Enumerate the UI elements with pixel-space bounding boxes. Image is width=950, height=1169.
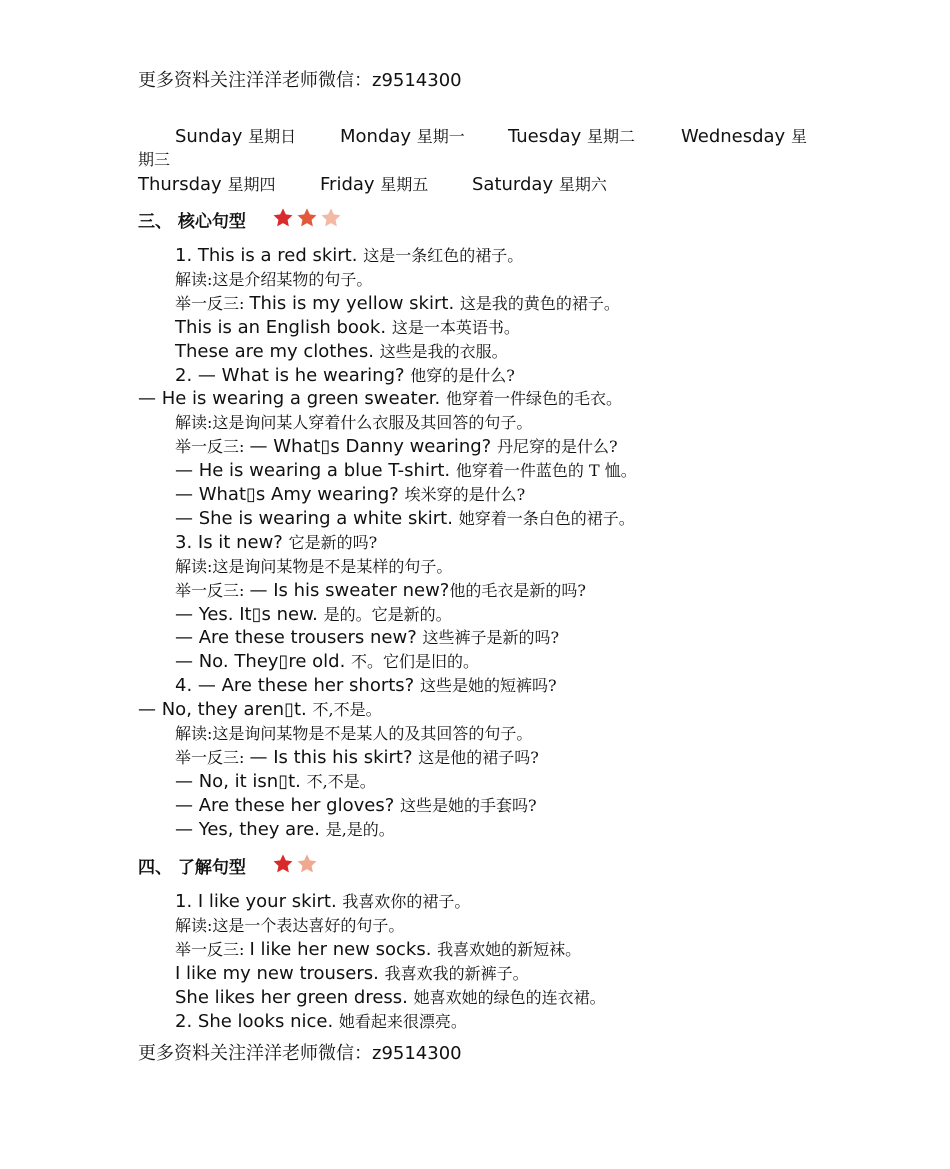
sentence-line xyxy=(175,411,532,435)
chinese-text: 举一反三: xyxy=(175,580,250,600)
sentence-line xyxy=(175,1010,467,1034)
chinese-text: 这些是她的手套吗? xyxy=(399,795,537,815)
english-text: — Is his sweater new? xyxy=(249,579,450,601)
sentence-line xyxy=(175,603,452,627)
day-friday: Friday 星期五 xyxy=(320,174,429,195)
english-text: This is an English book. xyxy=(175,316,392,338)
star-icon xyxy=(296,853,318,875)
chinese-text: 这是我的黄色的裙子。 xyxy=(459,293,620,313)
chinese-text: 埃米穿的是什么? xyxy=(404,485,526,504)
sentence-line xyxy=(175,986,606,1010)
star-icon xyxy=(272,207,294,229)
chinese-text: 这是他的裙子吗? xyxy=(418,747,539,767)
english-text: 1. This is a red skirt. xyxy=(175,245,364,266)
chinese-text: 不,不是。 xyxy=(312,700,382,720)
chinese-text: 这是一本英语书。 xyxy=(391,317,520,337)
sentence-line xyxy=(175,244,523,268)
english-text: 3. Is it new? xyxy=(175,531,289,553)
sentence-line xyxy=(175,555,452,579)
sentence-line xyxy=(175,364,515,388)
chinese-text: 解读:这是询问某物是不是某样的句子。 xyxy=(175,556,453,576)
sentence-line xyxy=(175,316,520,340)
section3-rating xyxy=(272,207,342,229)
chinese-text: 举一反三: xyxy=(175,939,250,959)
chinese-text: 她喜欢她的绿色的连衣裙。 xyxy=(413,987,606,1007)
sentence-line xyxy=(175,890,470,914)
chinese-text: 他穿着一件蓝色的 T 恤。 xyxy=(455,461,637,481)
chinese-text: 举一反三: xyxy=(175,437,250,457)
star-icon xyxy=(296,207,318,229)
chinese-text: 她穿着一条白色的裙子。 xyxy=(458,508,635,528)
chinese-text: 他的毛衣是新的吗? xyxy=(449,580,586,600)
star-icon xyxy=(320,207,342,229)
english-text: I like her new socks. xyxy=(249,938,438,960)
english-text: She likes her green dress. xyxy=(175,986,414,1008)
sentence-line xyxy=(138,387,622,411)
english-text: I like my new trousers. xyxy=(175,962,385,984)
sentence-line xyxy=(175,746,539,770)
chinese-text: 解读:这是询问某物是不是某人的及其回答的句子。 xyxy=(175,724,533,743)
chinese-text: 他穿着一件绿色的毛衣。 xyxy=(445,389,622,409)
chinese-text: 这些裤子是新的吗? xyxy=(422,628,560,648)
sentence-line xyxy=(175,531,377,555)
sentence-line xyxy=(175,962,529,986)
chinese-text: 是的。它是新的。 xyxy=(323,604,452,624)
sentence-line xyxy=(175,674,557,698)
chinese-text: 举一反三: xyxy=(175,747,250,767)
chinese-text: 解读:这是介绍某物的句子。 xyxy=(175,269,373,289)
day-thursday: Thursday 星期四 xyxy=(138,174,276,195)
sentence-line xyxy=(175,818,395,842)
english-text: This is my yellow skirt. xyxy=(249,292,460,314)
english-text: — He is wearing a blue T-shirt. xyxy=(175,460,456,482)
english-text: 4. — Are these her shorts? xyxy=(175,675,420,697)
star-icon xyxy=(272,853,294,875)
chinese-text: 我喜欢她的新短袜。 xyxy=(437,939,582,959)
sentence-line xyxy=(175,483,525,507)
sentence-line xyxy=(175,626,559,650)
section3-title: 三、 核心句型 xyxy=(138,212,246,232)
english-text: — Are these her gloves? xyxy=(175,794,400,816)
english-text: — No, they aren▯t. xyxy=(138,699,313,721)
sentence-line xyxy=(175,770,376,794)
sentence-line xyxy=(175,340,508,364)
english-text: — Are these trousers new? xyxy=(175,627,423,649)
sentence-line xyxy=(138,698,382,722)
chinese-text: 我喜欢你的裙子。 xyxy=(342,892,471,911)
day-wednesday: Wednesday 星 xyxy=(681,126,807,147)
english-text: — No. They▯re old. xyxy=(175,651,352,673)
sentence-line xyxy=(175,650,479,674)
english-text: — What▯s Danny wearing? xyxy=(249,436,497,458)
sentence-line xyxy=(175,268,372,292)
english-text: — Yes, they are. xyxy=(175,818,326,840)
english-text: — He is wearing a green sweater. xyxy=(138,388,446,410)
sentence-line xyxy=(175,459,637,483)
chinese-text: 不,不是。 xyxy=(306,771,376,791)
english-text: — Is this his skirt? xyxy=(249,746,419,768)
chinese-text: 这些是她的短裤吗? xyxy=(419,676,557,696)
chinese-text: 她看起来很漂亮。 xyxy=(338,1011,467,1031)
english-text: — No, it isn▯t. xyxy=(175,770,307,792)
day-sunday: Sunday 星期日 xyxy=(175,126,297,147)
day-wednesday-wrap: 期三 xyxy=(138,150,171,169)
chinese-text: 我喜欢我的新裤子。 xyxy=(384,963,529,983)
chinese-text: 解读:这是一个表达喜好的句子。 xyxy=(175,915,405,935)
section4-rating xyxy=(272,853,318,875)
sentence-line xyxy=(175,794,537,818)
sentence-line xyxy=(175,507,635,531)
chinese-text: 不。它们是旧的。 xyxy=(351,652,480,672)
english-text: — Yes. It▯s new. xyxy=(175,603,324,625)
chinese-text: 他穿的是什么? xyxy=(410,365,515,385)
english-text: 2. She looks nice. xyxy=(175,1010,339,1032)
chinese-text: 解读:这是询问某人穿着什么衣服及其回答的句子。 xyxy=(175,413,533,433)
chinese-text: 它是新的吗? xyxy=(288,532,378,552)
chinese-text: 这些是我的衣服。 xyxy=(379,341,508,361)
section4-title: 四、 了解句型 xyxy=(138,858,246,878)
chinese-text: 是,是的。 xyxy=(325,819,395,839)
english-text: 2. — What is he wearing? xyxy=(175,364,411,386)
sentence-line xyxy=(175,292,620,316)
english-text: These are my clothes. xyxy=(175,340,380,362)
sentence-line xyxy=(175,435,618,459)
sentence-line xyxy=(175,914,404,938)
english-text: 1. I like your skirt. xyxy=(175,891,343,912)
english-text: — She is wearing a white skirt. xyxy=(175,507,459,529)
sentence-line xyxy=(175,938,581,962)
day-tuesday: Tuesday 星期二 xyxy=(508,126,635,147)
page-footer: 更多资料关注洋洋老师微信：z9514300 xyxy=(138,1043,462,1064)
page-header: 更多资料关注洋洋老师微信：z9514300 xyxy=(138,70,462,91)
sentence-line xyxy=(175,722,532,746)
chinese-text: 丹尼穿的是什么? xyxy=(496,437,618,457)
chinese-text: 举一反三: xyxy=(175,293,250,313)
day-saturday: Saturday 星期六 xyxy=(472,174,607,195)
english-text: — What▯s Amy wearing? xyxy=(175,484,405,505)
chinese-text: 这是一条红色的裙子。 xyxy=(363,246,524,265)
day-monday: Monday 星期一 xyxy=(340,126,465,147)
sentence-line xyxy=(175,579,586,603)
